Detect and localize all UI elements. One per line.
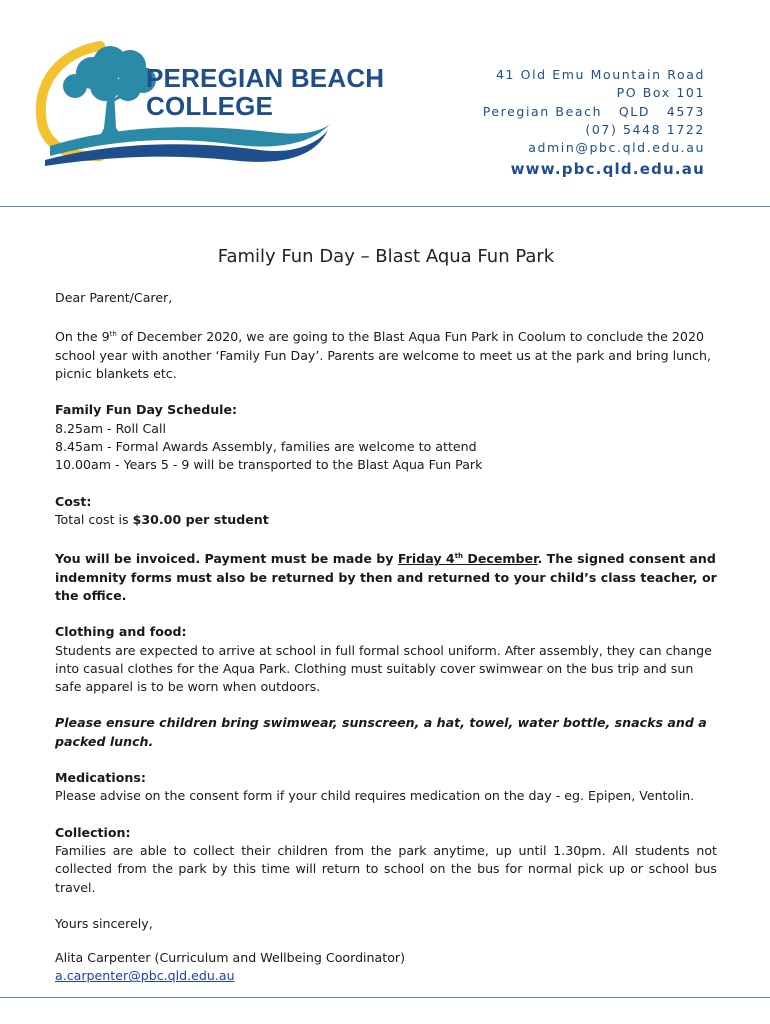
due-date-text: Friday 4 [397, 551, 455, 567]
cost-value: $30.00 per student [132, 511, 269, 527]
letter-title: Family Fun Day – Blast Aqua Fun Park [217, 246, 555, 267]
schedule-item: 10.00am - Years 5 - 9 will be transported to the Blast Aqua Fun Park [55, 457, 483, 473]
schedule-section [55, 401, 717, 474]
reminder-note: Please ensure children bring swimwear, sunscreen, a hat, towel, water bottle, snacks and a packed lunch. [55, 715, 707, 749]
payment-due-date [398, 551, 538, 566]
school-website: www.pbc.qld.edu.au [510, 160, 705, 179]
closing: Yours sincerely, [55, 915, 153, 931]
school-name [146, 64, 384, 120]
collection-heading: Collection: [55, 824, 131, 840]
medications-section [55, 769, 717, 806]
due-date-suffix: th [454, 552, 464, 561]
collection-section [55, 824, 717, 897]
medications-text: Please advise on the consent form if your child requires medication on the day - eg. Epipen, Ventolin. [55, 788, 695, 804]
collection-text: Families are able to collect their children from the park anytime, up until 1.30pm. All students not collected from the park by this time will return to school on the bus for normal pick up or school bus travel. [55, 842, 717, 895]
clothing-section [55, 623, 717, 696]
footer-divider [0, 997, 770, 998]
school-name-line1: PEREGIAN BEACH [146, 63, 385, 93]
intro-date-suffix: th [109, 330, 117, 339]
letter-body [55, 245, 717, 1004]
signatory-email-link[interactable]: a.carpenter@pbc.qld.edu.au [55, 968, 235, 984]
schedule-heading: Family Fun Day Schedule: [55, 402, 238, 418]
schedule-item: 8.45am - Formal Awards Assembly, families are welcome to attend [55, 438, 477, 454]
invoice-text-start: You will be invoiced. Payment must be made by [55, 551, 398, 567]
due-date-month: December [463, 551, 538, 567]
clothing-heading: Clothing and food: [55, 624, 187, 640]
school-contact-block [483, 66, 705, 180]
clothing-text: Students are expected to arrive at school in full formal school uniform. After assembly, they can change into casual clothes for the Aqua Park. Clothing must suitably cover swimwear on the bus trip and sun safe apparel is to be worn when outdoors. [55, 642, 712, 695]
cost-text: Total cost is [55, 511, 133, 527]
invoice-notice [55, 547, 717, 605]
cost-heading: Cost: [55, 493, 92, 509]
intro-text-start: On the 9 [55, 329, 110, 345]
school-name-line2: COLLEGE [146, 91, 274, 121]
school-logo [30, 28, 400, 168]
signature-block [55, 949, 717, 986]
cost-section [55, 493, 717, 530]
medications-heading: Medications: [55, 770, 146, 786]
address-line-street: 41 Old Emu Mountain Road [495, 67, 705, 82]
address-line-email: admin@pbc.qld.edu.au [528, 140, 705, 156]
salutation: Dear Parent/Carer, [55, 290, 173, 305]
address-line-phone: (07) 5448 1722 [585, 121, 705, 137]
header-divider [0, 206, 770, 207]
schedule-item: 8.25am - Roll Call [55, 420, 166, 436]
invoice-text-rest: . The signed consent and indemnity forms must also be returned by then and returned to your child’s class teacher, or the office. [55, 551, 717, 603]
letterhead [0, 0, 770, 206]
intro-paragraph [55, 325, 717, 383]
intro-text-rest: of December 2020, we are going to the Blast Aqua Fun Park in Coolum to conclude the 2020 school year with another ‘Family Fun Day’. Parents are welcome to meet us at the park and bring lunch, picnic blankets etc. [55, 329, 711, 382]
signatory-name: Alita Carpenter (Curriculum and Wellbeing Coordinator) [55, 950, 405, 966]
address-line-suburb: Peregian Beach QLD 4573 [482, 103, 705, 119]
address-line-pobox: PO Box 101 [616, 85, 705, 101]
